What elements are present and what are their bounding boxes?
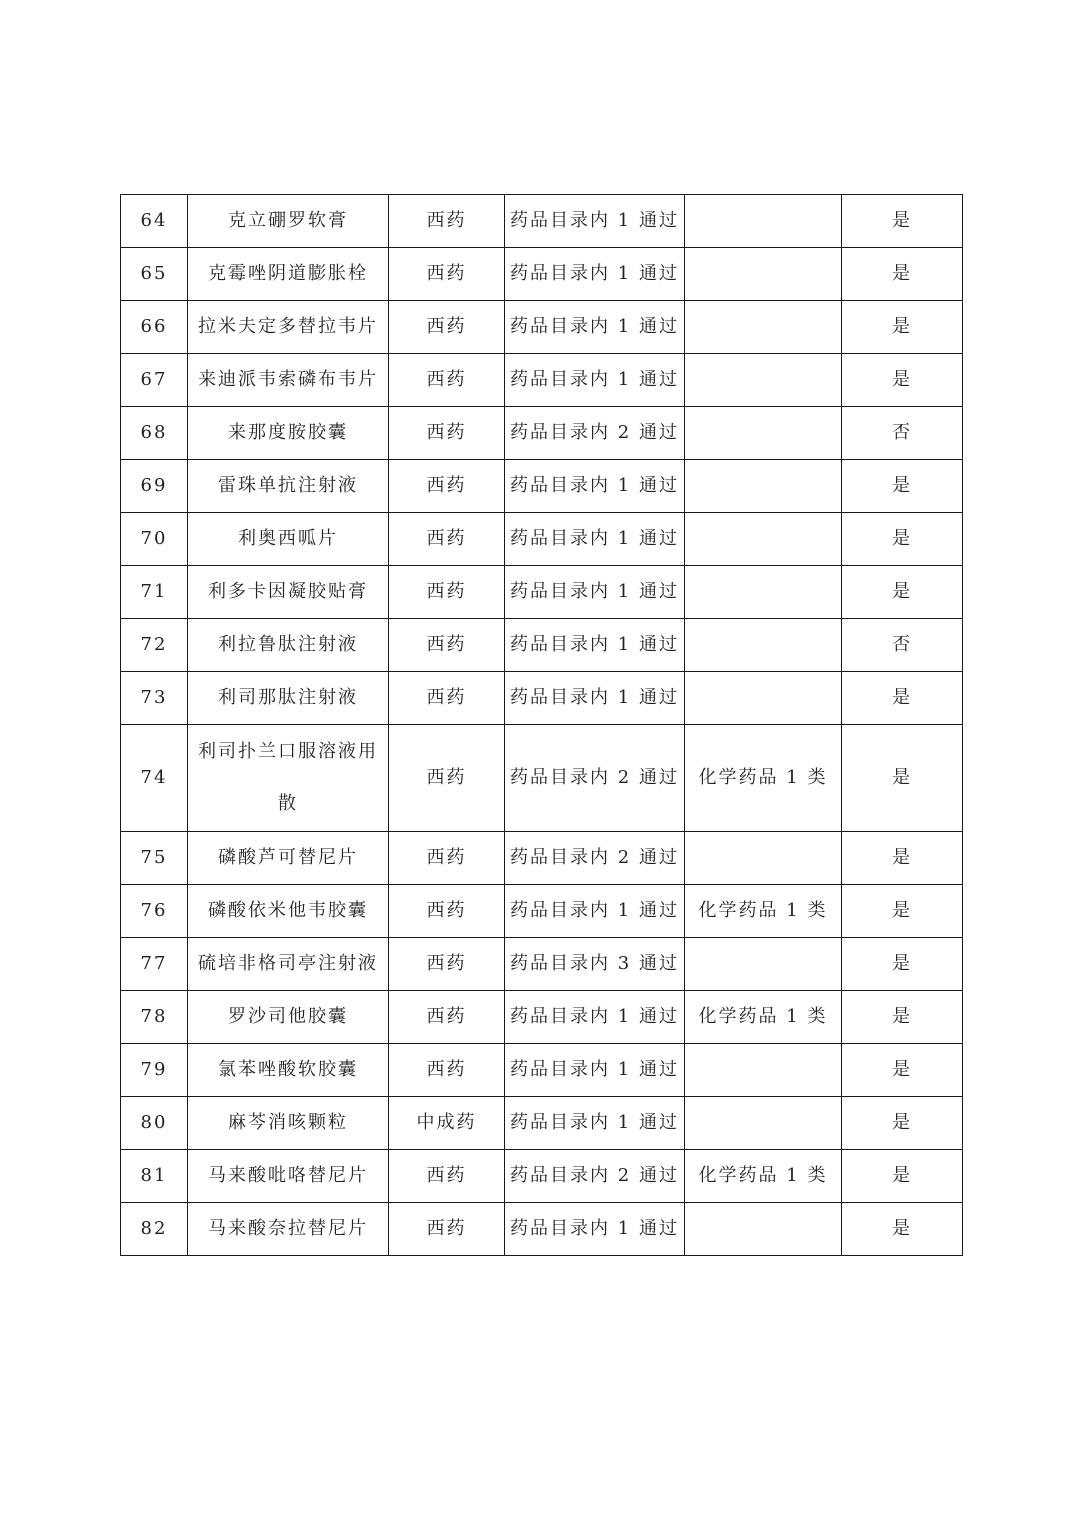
table-row <box>121 513 963 566</box>
table-row <box>121 991 963 1044</box>
yes-no-cell: 是 <box>842 1044 963 1097</box>
drug-name-cell: 利司扑兰口服溶液用散 <box>188 725 389 832</box>
drug-type-cell: 西药 <box>389 354 505 407</box>
table-row <box>121 195 963 248</box>
drug-category-cell <box>685 1044 842 1097</box>
drug-name-cell: 氯苯唑酸软胶囊 <box>188 1044 389 1097</box>
row-number-cell: 76 <box>121 885 188 938</box>
yes-no-cell: 否 <box>842 619 963 672</box>
catalog-status-cell: 药品目录内 1 通过 <box>505 460 685 513</box>
drug-name-cell: 马来酸奈拉替尼片 <box>188 1203 389 1256</box>
catalog-status-cell: 药品目录内 1 通过 <box>505 1044 685 1097</box>
catalog-status-cell: 药品目录内 1 通过 <box>505 566 685 619</box>
catalog-status-cell: 药品目录内 1 通过 <box>505 195 685 248</box>
yes-no-cell: 是 <box>842 460 963 513</box>
drug-category-cell <box>685 938 842 991</box>
yes-no-cell: 是 <box>842 195 963 248</box>
yes-no-cell: 是 <box>842 832 963 885</box>
yes-no-cell: 是 <box>842 1097 963 1150</box>
catalog-status-cell: 药品目录内 2 通过 <box>505 407 685 460</box>
drug-category-cell <box>685 1203 842 1256</box>
drug-name-cell: 硫培非格司亭注射液 <box>188 938 389 991</box>
table-row <box>121 407 963 460</box>
drug-category-cell: 化学药品 1 类 <box>685 885 842 938</box>
row-number-cell: 79 <box>121 1044 188 1097</box>
yes-no-cell: 是 <box>842 301 963 354</box>
table-row <box>121 248 963 301</box>
row-number-cell: 78 <box>121 991 188 1044</box>
row-number-cell: 68 <box>121 407 188 460</box>
yes-no-cell: 否 <box>842 407 963 460</box>
drug-type-cell: 西药 <box>389 301 505 354</box>
catalog-status-cell: 药品目录内 2 通过 <box>505 725 685 832</box>
drug-type-cell: 西药 <box>389 832 505 885</box>
drug-type-cell: 西药 <box>389 407 505 460</box>
drug-type-cell: 西药 <box>389 885 505 938</box>
drug-name-cell: 来迪派韦索磷布韦片 <box>188 354 389 407</box>
drug-category-cell <box>685 832 842 885</box>
table-row <box>121 832 963 885</box>
drug-type-cell: 西药 <box>389 725 505 832</box>
yes-no-cell: 是 <box>842 354 963 407</box>
drug-category-cell <box>685 301 842 354</box>
yes-no-cell: 是 <box>842 725 963 832</box>
table-row <box>121 1097 963 1150</box>
drug-list-page <box>120 194 962 1256</box>
row-number-cell: 67 <box>121 354 188 407</box>
catalog-status-cell: 药品目录内 1 通过 <box>505 1203 685 1256</box>
table-row <box>121 1203 963 1256</box>
catalog-status-cell: 药品目录内 1 通过 <box>505 1097 685 1150</box>
drug-category-cell <box>685 672 842 725</box>
yes-no-cell: 是 <box>842 1203 963 1256</box>
catalog-status-cell: 药品目录内 1 通过 <box>505 672 685 725</box>
yes-no-cell: 是 <box>842 513 963 566</box>
catalog-status-cell: 药品目录内 1 通过 <box>505 991 685 1044</box>
catalog-status-cell: 药品目录内 1 通过 <box>505 619 685 672</box>
drug-name-cell: 利拉鲁肽注射液 <box>188 619 389 672</box>
drug-category-cell <box>685 354 842 407</box>
row-number-cell: 82 <box>121 1203 188 1256</box>
table-row <box>121 566 963 619</box>
row-number-cell: 65 <box>121 248 188 301</box>
yes-no-cell: 是 <box>842 566 963 619</box>
catalog-status-cell: 药品目录内 1 通过 <box>505 301 685 354</box>
drug-type-cell: 中成药 <box>389 1097 505 1150</box>
table-row <box>121 460 963 513</box>
catalog-status-cell: 药品目录内 1 通过 <box>505 354 685 407</box>
drug-category-cell: 化学药品 1 类 <box>685 991 842 1044</box>
row-number-cell: 73 <box>121 672 188 725</box>
catalog-status-cell: 药品目录内 2 通过 <box>505 1150 685 1203</box>
drug-table <box>120 194 963 1256</box>
drug-name-cell: 利奥西呱片 <box>188 513 389 566</box>
drug-category-cell <box>685 460 842 513</box>
drug-type-cell: 西药 <box>389 1044 505 1097</box>
drug-category-cell <box>685 248 842 301</box>
drug-name-cell: 磷酸依米他韦胶囊 <box>188 885 389 938</box>
catalog-status-cell: 药品目录内 1 通过 <box>505 885 685 938</box>
drug-category-cell <box>685 566 842 619</box>
drug-type-cell: 西药 <box>389 460 505 513</box>
table-row <box>121 619 963 672</box>
drug-name-cell: 罗沙司他胶囊 <box>188 991 389 1044</box>
drug-type-cell: 西药 <box>389 195 505 248</box>
table-row <box>121 354 963 407</box>
row-number-cell: 81 <box>121 1150 188 1203</box>
drug-table-body <box>121 195 963 1256</box>
drug-name-cell: 拉米夫定多替拉韦片 <box>188 301 389 354</box>
row-number-cell: 74 <box>121 725 188 832</box>
yes-no-cell: 是 <box>842 885 963 938</box>
drug-type-cell: 西药 <box>389 991 505 1044</box>
row-number-cell: 77 <box>121 938 188 991</box>
drug-type-cell: 西药 <box>389 513 505 566</box>
drug-name-cell: 克霉唑阴道膨胀栓 <box>188 248 389 301</box>
catalog-status-cell: 药品目录内 2 通过 <box>505 832 685 885</box>
row-number-cell: 64 <box>121 195 188 248</box>
row-number-cell: 71 <box>121 566 188 619</box>
table-row <box>121 672 963 725</box>
drug-name-cell: 克立硼罗软膏 <box>188 195 389 248</box>
drug-category-cell <box>685 195 842 248</box>
drug-type-cell: 西药 <box>389 1150 505 1203</box>
drug-type-cell: 西药 <box>389 248 505 301</box>
row-number-cell: 72 <box>121 619 188 672</box>
row-number-cell: 70 <box>121 513 188 566</box>
drug-category-cell <box>685 513 842 566</box>
drug-category-cell: 化学药品 1 类 <box>685 1150 842 1203</box>
drug-category-cell <box>685 1097 842 1150</box>
drug-name-cell: 来那度胺胶囊 <box>188 407 389 460</box>
table-row <box>121 725 963 832</box>
drug-category-cell <box>685 619 842 672</box>
drug-type-cell: 西药 <box>389 566 505 619</box>
drug-type-cell: 西药 <box>389 1203 505 1256</box>
table-row <box>121 1044 963 1097</box>
catalog-status-cell: 药品目录内 3 通过 <box>505 938 685 991</box>
row-number-cell: 80 <box>121 1097 188 1150</box>
table-row <box>121 885 963 938</box>
table-row <box>121 938 963 991</box>
yes-no-cell: 是 <box>842 938 963 991</box>
drug-category-cell <box>685 407 842 460</box>
drug-name-cell: 雷珠单抗注射液 <box>188 460 389 513</box>
yes-no-cell: 是 <box>842 1150 963 1203</box>
row-number-cell: 75 <box>121 832 188 885</box>
row-number-cell: 66 <box>121 301 188 354</box>
catalog-status-cell: 药品目录内 1 通过 <box>505 513 685 566</box>
yes-no-cell: 是 <box>842 672 963 725</box>
drug-category-cell: 化学药品 1 类 <box>685 725 842 832</box>
drug-type-cell: 西药 <box>389 938 505 991</box>
yes-no-cell: 是 <box>842 248 963 301</box>
drug-name-cell: 磷酸芦可替尼片 <box>188 832 389 885</box>
catalog-status-cell: 药品目录内 1 通过 <box>505 248 685 301</box>
drug-name-cell: 利司那肽注射液 <box>188 672 389 725</box>
row-number-cell: 69 <box>121 460 188 513</box>
drug-name-cell: 利多卡因凝胶贴膏 <box>188 566 389 619</box>
yes-no-cell: 是 <box>842 991 963 1044</box>
drug-type-cell: 西药 <box>389 672 505 725</box>
drug-name-cell: 麻芩消咳颗粒 <box>188 1097 389 1150</box>
table-row <box>121 301 963 354</box>
drug-name-cell: 马来酸吡咯替尼片 <box>188 1150 389 1203</box>
table-row <box>121 1150 963 1203</box>
drug-type-cell: 西药 <box>389 619 505 672</box>
